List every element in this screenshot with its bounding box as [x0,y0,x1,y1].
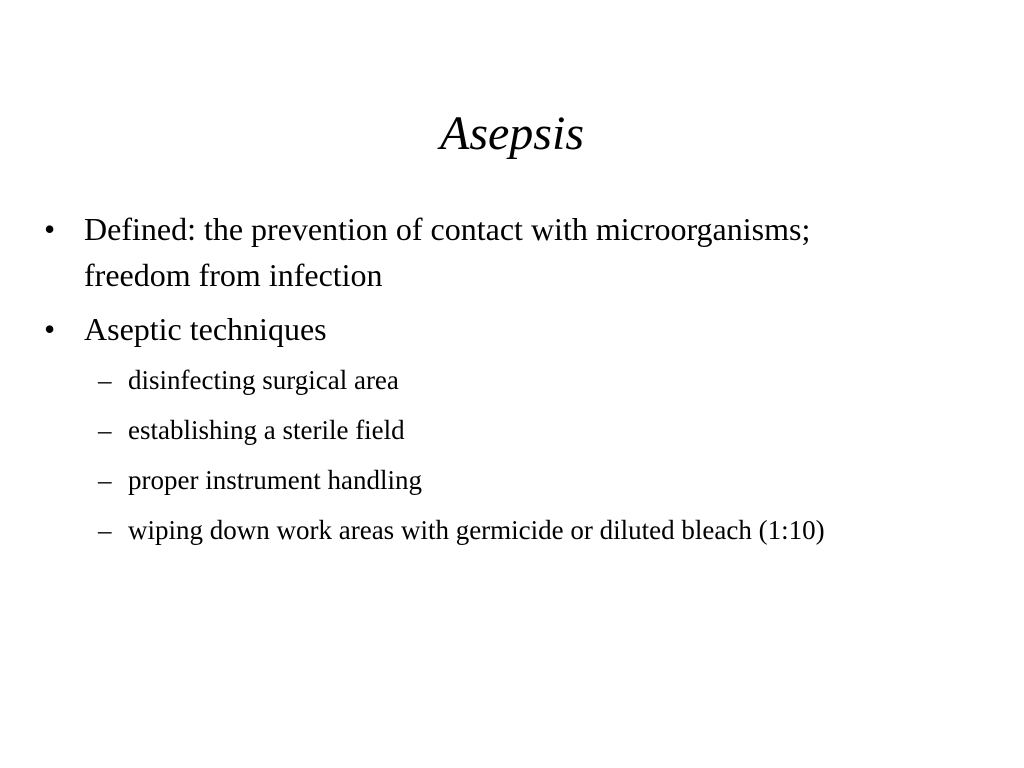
bullet-text: Defined: the prevention of contact with microorganisms; freedom from infection [84,211,811,293]
slide-title: Asepsis [440,107,584,160]
sub-bullet-marker: – [98,515,112,545]
bullet-item-definition [44,206,864,298]
sub-bullet-text: proper instrument handling [128,465,422,495]
sub-bullet-item [84,460,828,500]
sub-bullet-marker: – [98,415,112,445]
sub-bullet-item [84,510,828,550]
slide-content [44,206,864,560]
sub-bullet-marker: – [98,365,112,395]
sub-bullet-text: wiping down work areas with germicide or diluted bleach (1:10) [128,515,825,545]
bullet-marker: • [44,211,56,247]
sub-bullet-list [84,360,864,550]
sub-bullet-item [84,410,828,450]
bullet-text: Aseptic techniques [84,311,327,347]
bullet-item-aseptic-techniques [44,306,864,352]
bullet-marker: • [44,311,56,347]
sub-bullet-item [84,360,828,400]
sub-bullet-text: establishing a sterile field [128,415,405,445]
sub-bullet-text: disinfecting surgical area [128,365,399,395]
sub-bullet-marker: – [98,465,112,495]
